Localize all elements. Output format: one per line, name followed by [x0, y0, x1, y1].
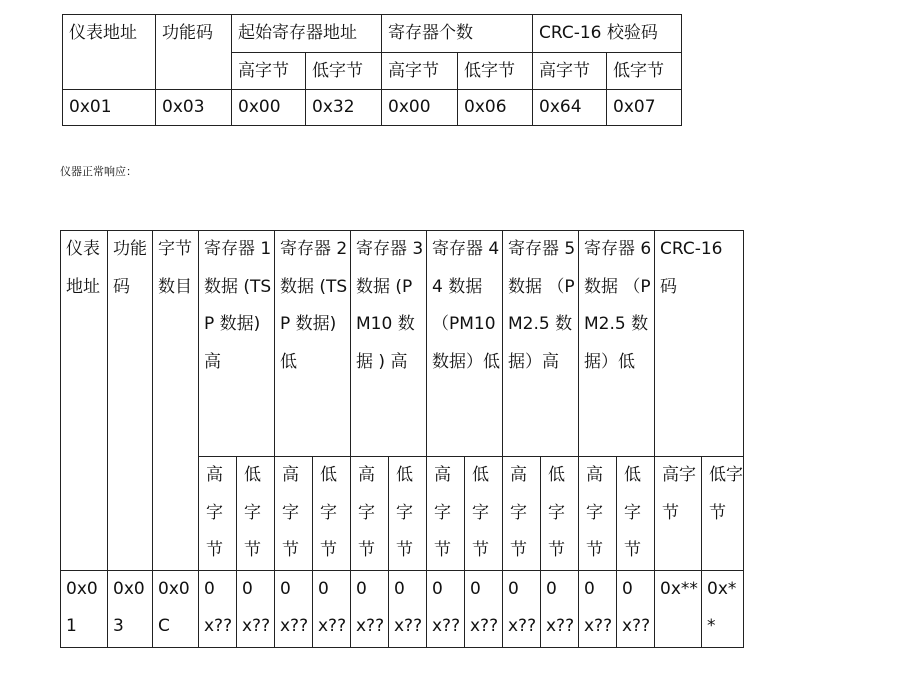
- table-cell: 0x00: [382, 90, 458, 126]
- table-cell: 0x??: [579, 570, 617, 647]
- table-cell: 0x??: [237, 570, 275, 647]
- normal-response-caption: 仪器正常响应：: [60, 165, 137, 178]
- register-3-header: 寄存器 3 数据 (PM10 数据 ) 高: [351, 231, 427, 457]
- high-byte-subheader: 高字节: [382, 53, 458, 90]
- low-byte-subheader: 低字节: [607, 53, 682, 90]
- table-cell: 0x32: [306, 90, 382, 126]
- high-byte-subheader: 高字节: [232, 53, 306, 90]
- byte-count-header: 字节数目: [153, 231, 199, 571]
- table-cell: 0x??: [541, 570, 579, 647]
- table-cell: 0x06: [458, 90, 533, 126]
- low-byte-subheader: 低字节: [458, 53, 533, 90]
- table-cell: 0x**: [655, 570, 702, 647]
- high-byte-subheader: 高字节: [427, 457, 465, 571]
- high-byte-subheader: 高字节: [655, 457, 702, 571]
- table-cell: 0x64: [533, 90, 607, 126]
- table-cell: 0x??: [503, 570, 541, 647]
- table-cell: 0x??: [313, 570, 351, 647]
- table-cell: 0x00: [232, 90, 306, 126]
- table-cell: 0x07: [607, 90, 682, 126]
- table-cell: 0x??: [427, 570, 465, 647]
- low-byte-subheader: 低字节: [389, 457, 427, 571]
- register-1-header: 寄存器 1 数据 (TSP 数据)高: [199, 231, 275, 457]
- table-cell: 0x??: [465, 570, 503, 647]
- table-cell: 0x01: [63, 90, 156, 126]
- function-code-header: 功能码: [108, 231, 153, 571]
- device-address-header: 仪表地址: [63, 15, 156, 90]
- high-byte-subheader: 高字节: [579, 457, 617, 571]
- table-cell: 0x01: [61, 570, 108, 647]
- low-byte-subheader: 低字节: [465, 457, 503, 571]
- high-byte-subheader: 高字节: [503, 457, 541, 571]
- crc16-header: CRC-16 校验码: [533, 15, 682, 53]
- table-cell: 0x**: [702, 570, 744, 647]
- high-byte-subheader: 高字节: [199, 457, 237, 571]
- table-cell: 0x??: [617, 570, 655, 647]
- table-cell: 0x03: [156, 90, 232, 126]
- high-byte-subheader: 高字节: [533, 53, 607, 90]
- low-byte-subheader: 低字节: [306, 53, 382, 90]
- table-cell: 0x??: [199, 570, 237, 647]
- register-44-header: 寄存器 44 数据 （PM10 数据）低: [427, 231, 503, 457]
- register-6-header: 寄存器 6 数据 （PM2.5 数据）低: [579, 231, 655, 457]
- low-byte-subheader: 低字节: [237, 457, 275, 571]
- register-count-header: 寄存器个数: [382, 15, 533, 53]
- table-cell: 0x??: [275, 570, 313, 647]
- low-byte-subheader: 低字节: [702, 457, 744, 571]
- request-frame-table: [62, 14, 682, 126]
- low-byte-subheader: 低字节: [617, 457, 655, 571]
- register-2-header: 寄存器 2 数据 (TSP 数据)低: [275, 231, 351, 457]
- device-address-header: 仪表地址: [61, 231, 108, 571]
- high-byte-subheader: 高字节: [351, 457, 389, 571]
- response-frame-table: [60, 230, 744, 648]
- crc16-header: CRC-16 码: [655, 231, 744, 457]
- function-code-header: 功能码: [156, 15, 232, 90]
- high-byte-subheader: 高字节: [275, 457, 313, 571]
- start-register-address-header: 起始寄存器地址: [232, 15, 382, 53]
- table-cell: 0x??: [351, 570, 389, 647]
- table-cell: 0x0C: [153, 570, 199, 647]
- low-byte-subheader: 低字节: [541, 457, 579, 571]
- register-5-header: 寄存器 5 数据 （PM2.5 数据）高: [503, 231, 579, 457]
- table-cell: 0x??: [389, 570, 427, 647]
- table-cell: 0x03: [108, 570, 153, 647]
- low-byte-subheader: 低字节: [313, 457, 351, 571]
